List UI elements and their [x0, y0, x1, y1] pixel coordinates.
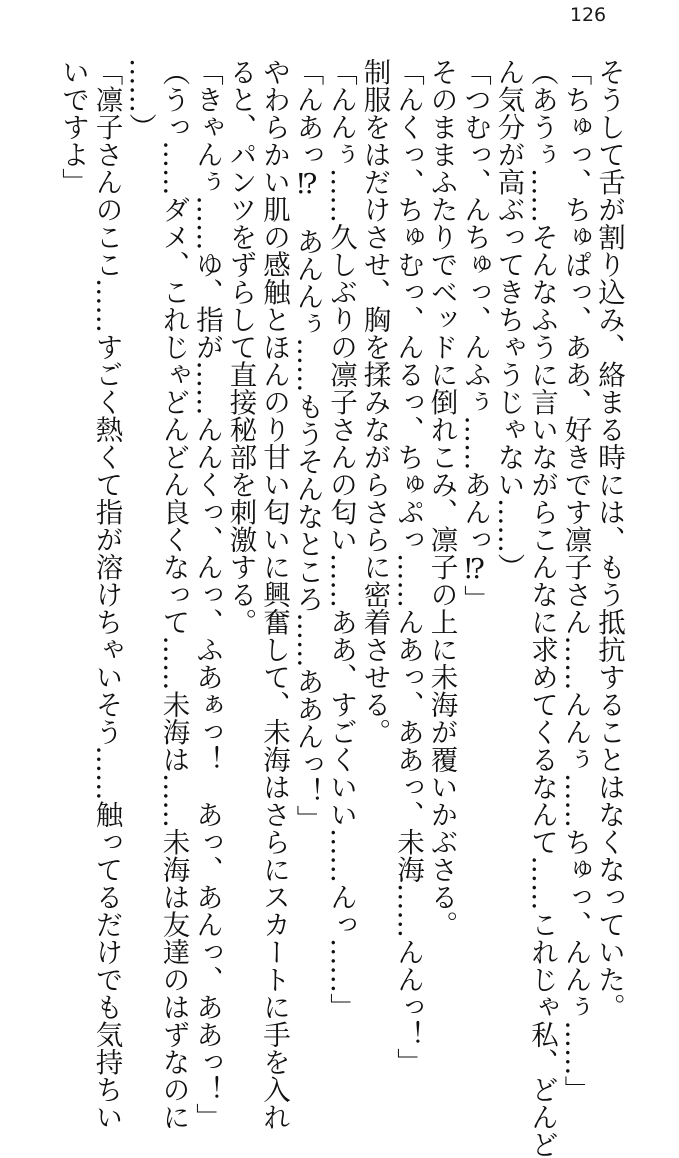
- text-line: 制服をはだけさせ、胸を揉みながらさらに密着させる。: [358, 58, 391, 746]
- text-line: ると、パンツをずらして直接秘部を刺激する。: [224, 58, 257, 636]
- text-line: 「きゃんぅ……ゆ、指が……んんくっ、んっ、ふあぁっ！ あっ、あんっ、ああっ！」: [191, 58, 223, 1131]
- text-line: 「ちゅっ、ちゅぱっ、ああ、好きです凛子さん……んんぅ……ちゅっ、んんぅ……」: [559, 58, 592, 1103]
- text-line: （うっ……ダメ、これじゃどんどん良くなって……未海は……未海は友達のはずなのに: [157, 58, 190, 1131]
- text-line: ん気分が高ぶってきちゃうじゃない……）: [492, 58, 525, 581]
- vertical-body-text: [56, 58, 626, 1158]
- text-line: やわらかい肌の感触とほんのり甘い匂いに興奮して、未海はさらにスカートに手を入れ: [258, 58, 290, 1131]
- text-line: 「んくっ、ちゅむっ、んるっ、ちゅぷっ……んあっ、ああっ、未海……んんっ！」: [392, 58, 424, 1076]
- text-line: 「んあっ⁉ あんんぅ……もうそんなところ……ああんっ！」: [291, 58, 324, 833]
- text-line: （あうぅ……そんなふうに言いながらこんなに求めてくるなんて……これじゃ私、どんど: [526, 58, 558, 1158]
- text-line: 「んんぅ……久しぶりの凛子さんの匂い……ああ、すごくいい……んっ……」: [325, 58, 357, 1021]
- text-line: そのままふたりでベッドに倒れこみ、凛子の上に未海が覆いかぶさる。: [425, 58, 458, 938]
- text-line: ……）: [124, 58, 156, 141]
- text-line: そうして舌が割り込み、絡まる時には、もう抵抗することはなくなっていた。: [593, 58, 625, 1021]
- page-number: 126: [569, 4, 607, 26]
- text-line: いですよ」: [57, 58, 89, 196]
- text-line: 「凛子さんのここ……すごく熱くて指が溶けちゃいそう……触ってるだけでも気持ちい: [90, 58, 123, 1131]
- text-line: 「つむっ、んちゅっ、んふぅ……あんっ⁉」: [459, 58, 491, 613]
